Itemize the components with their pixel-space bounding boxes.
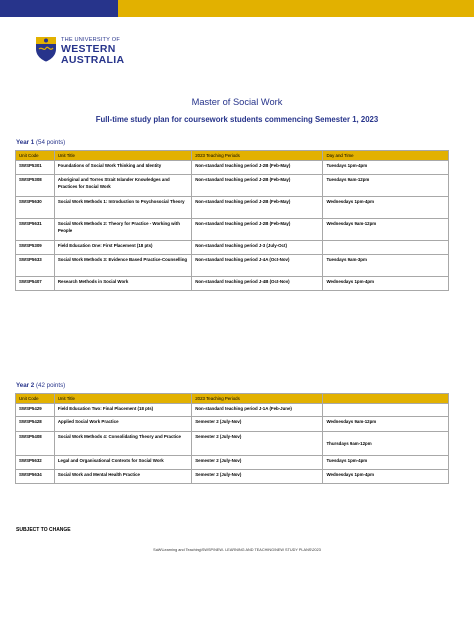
year2-heading	[16, 382, 65, 389]
unit-code: SWSP5308	[16, 175, 55, 197]
teaching-period: Non-standard teaching period J-1A (Feb-June)	[192, 404, 323, 417]
header-unit-title: Unit Title	[54, 151, 191, 161]
unit-code: SWSP5301	[16, 161, 55, 175]
unit-title: Applied Social Work Practice	[54, 417, 191, 432]
table-row	[16, 417, 449, 432]
year1-heading	[16, 139, 65, 146]
unit-code: SWSP5634	[16, 470, 55, 484]
day-time: Tuesdays 9am-3pm	[323, 255, 449, 277]
year2-points: (42 points)	[35, 382, 66, 389]
day-time: Tuesdays 1pm-4pm	[323, 456, 449, 470]
day-time: Wednesdays 9am-12pm	[323, 417, 449, 432]
logo-line-3: AUSTRALIA	[61, 54, 125, 66]
unit-title: Social Work and Mental Health Practice	[54, 470, 191, 484]
top-banner	[0, 0, 474, 17]
year2-header-row	[16, 394, 449, 404]
unit-code: SWSP5429	[16, 404, 55, 417]
subject-to-change-notice: SUBJECT TO CHANGE	[16, 527, 71, 533]
day-time: Wednesdays 1pm-4pm	[323, 277, 449, 291]
header-unit-code: Unit Code	[16, 394, 55, 404]
table-row	[16, 219, 449, 241]
page-subtitle: Full-time study plan for coursework students commencing Semester 1, 2023	[95, 115, 379, 124]
unit-code: SWSP5630	[16, 197, 55, 219]
unit-title: Field Education One: First Placement (18 pts)	[54, 241, 191, 255]
day-time: Wednesdays 1pm-4pm	[323, 470, 449, 484]
unit-title: Social Work Methods 2: Theory for Practice - Working with People	[54, 219, 191, 241]
teaching-period: Non-standard teaching period J-2B (Feb-May)	[192, 197, 323, 219]
unit-code: SWSP5633	[16, 255, 55, 277]
year1-header-row	[16, 151, 449, 161]
page-title: Master of Social Work	[191, 97, 283, 107]
teaching-period: Non-standard teaching period J-4A (Oct-Nov)	[192, 255, 323, 277]
unit-code: SWSP5408	[16, 432, 55, 456]
unit-title: Foundations of Social Work Thinking and Identity	[54, 161, 191, 175]
unit-title: Social Work Methods 4: Consolidating Theory and Practice	[54, 432, 191, 456]
teaching-period: Non-standard teaching period J-4B (Oct-Nov)	[192, 277, 323, 291]
logo-line-2: WESTERN	[61, 43, 116, 55]
table-row	[16, 277, 449, 291]
year1-table	[15, 150, 449, 291]
crest-icon	[35, 36, 57, 62]
day-time	[323, 404, 449, 417]
year2-label: Year 2	[16, 382, 35, 389]
unit-code: SWSP5407	[16, 277, 55, 291]
teaching-period: Semester 2 (July-Nov)	[192, 432, 323, 456]
day-time: Wednesdays 9am-12pm	[323, 219, 449, 241]
table-row	[16, 404, 449, 417]
table-row	[16, 197, 449, 219]
header-teaching-periods: 2023 Teaching Periods	[192, 151, 323, 161]
unit-title: Field Education Two: Final Placement (18 pts)	[54, 404, 191, 417]
header-teaching-periods: 2023 Teaching Periods	[192, 394, 323, 404]
teaching-period: Semester 2 (July-Nov)	[192, 470, 323, 484]
unit-code: SWSP5632	[16, 456, 55, 470]
day-time: Wednesdays 1pm-4pm	[323, 197, 449, 219]
header-unit-title: Unit Title	[54, 394, 191, 404]
table-row	[16, 432, 449, 456]
teaching-period: Non-standard teaching period J-2B (Feb-May)	[192, 175, 323, 197]
year1-label: Year 1	[16, 139, 35, 146]
header-unit-code: Unit Code	[16, 151, 55, 161]
table-row	[16, 241, 449, 255]
day-time: Tuesdays 9am-12pm	[323, 175, 449, 197]
table-row	[16, 175, 449, 197]
table-row	[16, 456, 449, 470]
top-banner-blue	[0, 0, 118, 17]
teaching-period: Non-standard teaching period J-2B (Feb-May)	[192, 219, 323, 241]
teaching-period: Non-standard teaching period J-2B (Feb-May)	[192, 161, 323, 175]
teaching-period: Semester 2 (July-Nov)	[192, 456, 323, 470]
header-day-time-empty	[323, 394, 449, 404]
day-time: Thursdays 9am-12pm	[323, 432, 449, 456]
teaching-period: Semester 2 (July-Nov)	[192, 417, 323, 432]
table-row	[16, 470, 449, 484]
unit-title: Aboriginal and Torres Strait Islander Knowledges and Practices for Social Work	[54, 175, 191, 197]
day-time	[323, 241, 449, 255]
unit-code: SWSP5428	[16, 417, 55, 432]
year1-points: (54 points)	[35, 139, 66, 146]
table-row	[16, 255, 449, 277]
unit-title: Social Work Methods 1: Introduction to Psychosocial Theory	[54, 197, 191, 219]
university-logo	[35, 36, 135, 68]
logo-line-1: THE UNIVERSITY OF	[61, 37, 120, 43]
footer-path: SaW\Learning and Teaching\SWSP\NEW- LEARNING AND TEACHING\NEW STUDY PLANS\2023	[153, 548, 321, 552]
header-day-time: Day and Time	[323, 151, 449, 161]
table-row	[16, 161, 449, 175]
unit-code: SWSP5631	[16, 219, 55, 241]
unit-title: Research Methods in Social Work	[54, 277, 191, 291]
unit-title: Social Work Methods 3: Evidence Based Practice-Counselling	[54, 255, 191, 277]
teaching-period: Non-standard teaching period J-3 (July-Oct)	[192, 241, 323, 255]
day-time: Tuesdays 1pm-4pm	[323, 161, 449, 175]
year2-table	[15, 393, 449, 484]
unit-code: SWSP5309	[16, 241, 55, 255]
unit-title: Legal and Organisational Contexts for Social Work	[54, 456, 191, 470]
